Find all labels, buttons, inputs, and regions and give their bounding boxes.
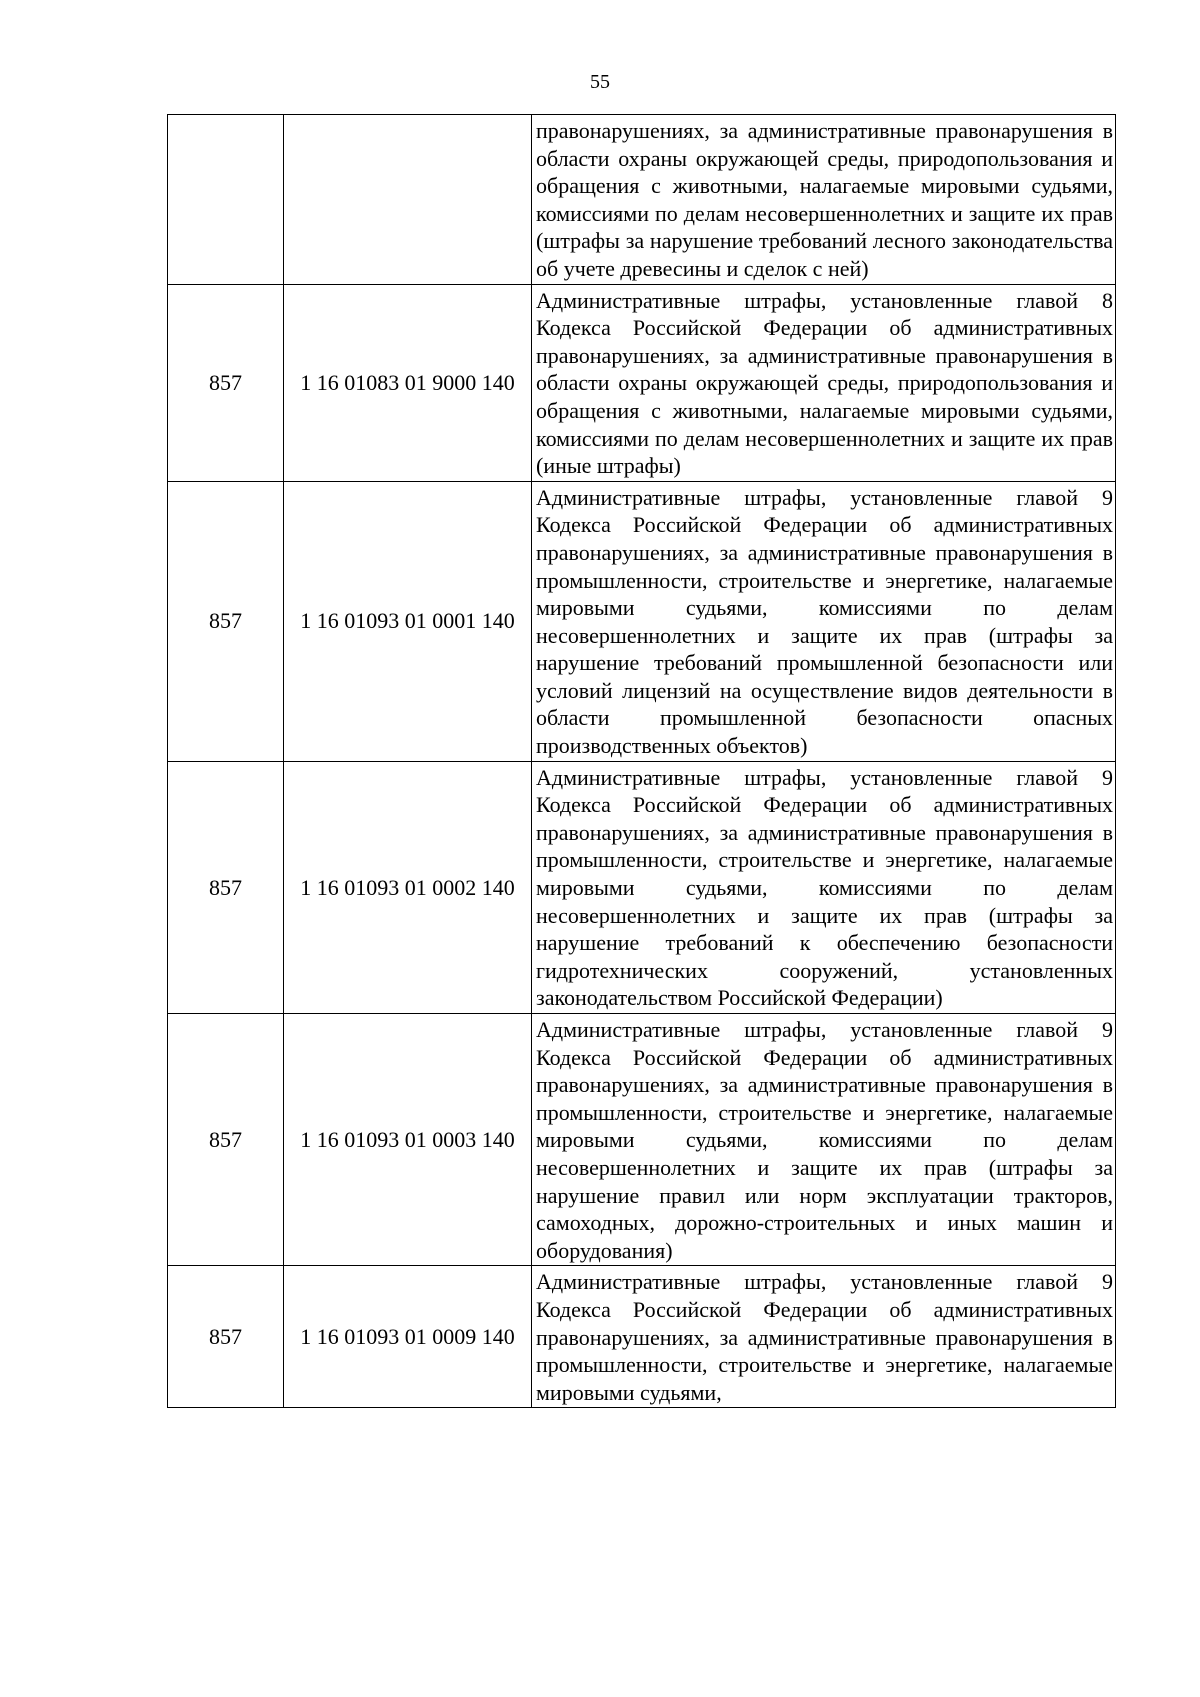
administrator-code-cell: 857 [168,1266,284,1408]
revenue-codes-table [167,114,1116,1408]
administrator-code-cell: 857 [168,284,284,481]
table-row [168,761,1116,1013]
revenue-name-cell: Административные штрафы, установленные главой 8 Кодекса Российской Федерации об административных правонарушениях, за административные правонарушения в области охраны окружающей среды, природопользования и обращения с животными, налагаемые мировыми судьями, комиссиями по делам несовершеннолетних и защите их прав (иные штрафы) [532,284,1116,481]
budget-classification-code-cell [284,115,532,285]
table-row [168,1014,1116,1266]
revenue-name-cell: Административные штрафы, установленные главой 9 Кодекса Российской Федерации об административных правонарушениях, за административные правонарушения в промышленности, строительстве и энергетике, налагаемые мировыми судьями, комиссиями по делам несовершеннолетних и защите их прав (штрафы за нарушение требований к обеспечению безопасности гидротехнических сооружений, установленных законодательством Российской Федерации) [532,761,1116,1013]
revenue-name-cell: Административные штрафы, установленные главой 9 Кодекса Российской Федерации об административных правонарушениях, за административные правонарушения в промышленности, строительстве и энергетике, налагаемые мировыми судьями, комиссиями по делам несовершеннолетних и защите их прав (штрафы за нарушение правил или норм эксплуатации тракторов, самоходных, дорожно-строительных и иных машин и оборудования) [532,1014,1116,1266]
table-row [168,284,1116,481]
budget-classification-code-cell: 1 16 01093 01 0001 140 [284,481,532,761]
page-number: 55 [590,71,610,93]
table-row [168,1266,1116,1408]
revenue-name-cell: правонарушениях, за административные правонарушения в области охраны окружающей среды, природопользования и обращения с животными, налагаемые мировыми судьями, комиссиями по делам несовершеннолетних и защите их прав (штрафы за нарушение требований лесного законодательства об учете древесины и сделок с ней) [532,115,1116,285]
revenue-name-cell: Административные штрафы, установленные главой 9 Кодекса Российской Федерации об административных правонарушениях, за административные правонарушения в промышленности, строительстве и энергетике, налагаемые мировыми судьями, [532,1266,1116,1408]
budget-classification-code-cell: 1 16 01093 01 0009 140 [284,1266,532,1408]
administrator-code-cell: 857 [168,481,284,761]
table-row [168,481,1116,761]
administrator-code-cell: 857 [168,761,284,1013]
budget-classification-code-cell: 1 16 01093 01 0002 140 [284,761,532,1013]
table-row [168,115,1116,285]
revenue-name-cell: Административные штрафы, установленные главой 9 Кодекса Российской Федерации об административных правонарушениях, за административные правонарушения в промышленности, строительстве и энергетике, налагаемые мировыми судьями, комиссиями по делам несовершеннолетних и защите их прав (штрафы за нарушение требований промышленной безопасности или условий лицензий на осуществление видов деятельности в области промышленной безопасности опасных производственных объектов) [532,481,1116,761]
administrator-code-cell: 857 [168,1014,284,1266]
budget-classification-code-cell: 1 16 01083 01 9000 140 [284,284,532,481]
administrator-code-cell [168,115,284,285]
budget-classification-code-cell: 1 16 01093 01 0003 140 [284,1014,532,1266]
